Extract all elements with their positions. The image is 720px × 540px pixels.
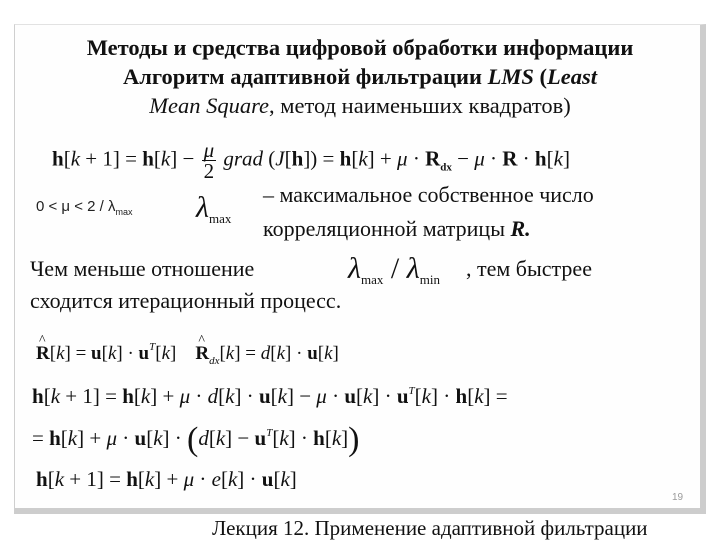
equation-expanded-update: $h[k + 1] = h[k] + \mu \cdot d[k] \cdot u[k] - \mu \cdot u[k] \cdot u^T[k] \cdot h[k]$ = (32, 384, 508, 408)
subtitle-open: ( (533, 64, 547, 89)
subtitle-prefix: Алгоритм адаптивной фильтрации (123, 64, 488, 89)
lecture-footer: Лекция 12. Применение адаптивной фильтрации (212, 516, 648, 540)
lambda-description-2-bold: R. (510, 216, 531, 241)
equation-factored: = $h[k] + \mu \cdot u[k] \cdot (d[k] - u^T[k] \cdot h[k])$ (32, 421, 360, 458)
convergence-text: сходится итерационный процесс. (30, 288, 342, 313)
page-number: 19 (672, 492, 684, 503)
lambda-max-symbol (196, 193, 231, 234)
equation-gradient-update: h[k + 1] = h[k] − $\frac{\mu}{2}$ grad $(J[h]) = h[k] + \mu \cdot R_{dx} - \mu \cdot R \cdot h[k]$ (52, 138, 570, 183)
subtitle-least: Least (546, 64, 597, 89)
lambda-sub: max (209, 211, 232, 226)
lambda-description-2 (263, 214, 531, 244)
ratio-slash: / (383, 252, 407, 285)
equation-estimates: ^ $R[k] = u[k] \cdot u^T[k]$ ^ $R_{dx}[k] = d[k] \cdot u[k]$ (36, 334, 339, 374)
ratio-text-after: , тем быстрее (466, 256, 592, 281)
equation-final-update: h[k + 1] = h[k] + μ · e[k] · u[k] (36, 467, 297, 491)
lambda-description-1: – максимальное собственное число (263, 182, 594, 207)
mu-condition-text: 0 < μ < 2 / λ (36, 198, 116, 215)
subtitle-rest: , метод наименьших квадратов) (268, 93, 571, 118)
mu-condition (36, 198, 133, 217)
slide-subtitle (60, 62, 660, 120)
mu-condition-sub: max (115, 207, 133, 217)
ratio-min: min (419, 272, 440, 287)
ratio-lambda-2: λ (406, 252, 420, 285)
slide-title: Методы и средства цифровой обработки информации (86, 35, 634, 60)
ratio-text: Чем меньше отношение (30, 256, 255, 281)
ratio-lambda-1: λ (348, 252, 361, 285)
subtitle-lms: LMS (487, 64, 534, 89)
lambda-ratio (348, 254, 440, 295)
subtitle-mean: Mean Square (149, 93, 269, 118)
lambda-symbol: λ (196, 191, 209, 224)
lambda-description-2-text: корреляционной матрицы (263, 216, 511, 241)
ratio-max: max (361, 272, 384, 287)
